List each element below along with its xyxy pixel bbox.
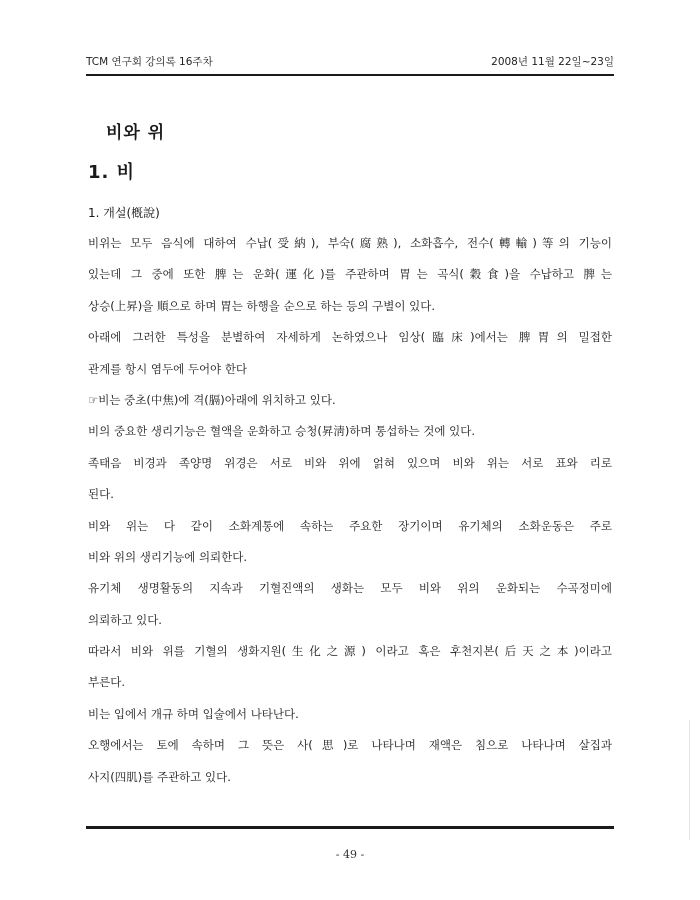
scan-edge-artifact	[689, 720, 690, 840]
text-line: 비위는 모두 음식에 대하여 수납(受納), 부숙(腐熟), 소화흡수, 전수(轉輸)等의 기능이	[88, 236, 612, 250]
document-title: 비와 위	[106, 123, 166, 143]
text-line: 비는 입에서 개규 하며 입술에서 나타난다.	[88, 706, 299, 721]
text-line: 족태음 비경과 족양명 위경은 서로 비와 위에 얽혀 있으며 비와 위는 서로 표와 리로	[88, 455, 612, 470]
text-line: 비와 위의 생리기능에 의뢰한다.	[88, 549, 248, 564]
text-line: 따라서 비와 위를 기혈의 생화지원(生化之源) 이라고 혹은 후천지본(后天之本)이라고	[88, 644, 612, 659]
text-line: 된다.	[88, 487, 114, 502]
subsection-heading: 1. 개설(槪說)	[88, 206, 160, 220]
text-line: 사지(四肌)를 주관하고 있다.	[88, 769, 231, 784]
text-line: 관계를 항시 염두에 두어야 한다	[88, 361, 248, 376]
header-course-title: TCM 연구회 강의록 16주차	[86, 56, 213, 68]
text-line: 오행에서는 토에 속하며 그 뜻은 사(思)로 나타나며 재액은 침으로 나타나며 살집과	[88, 738, 612, 753]
header-date: 2008년 11월 22일~23일	[491, 56, 614, 68]
text-line: 의뢰하고 있다.	[88, 612, 162, 627]
section-heading: 1. 비	[88, 162, 136, 183]
page-number: - 49 -	[335, 848, 365, 861]
text-line: 비와 위는 다 같이 소화계통에 속하는 주요한 장기이며 유기체의 소화운동은 주로	[88, 518, 612, 533]
text-line: 상승(上昇)을 順으로 하며 胃는 하행을 순으로 하는 등의 구별이 있다.	[88, 298, 436, 313]
page-header	[86, 54, 614, 69]
footer-divider	[86, 826, 614, 829]
text-line: 있는데 그 중에 또한 脾는 운화(運化)를 주관하며 胃는 곡식(穀食)을 수납하고 脾는	[88, 267, 612, 282]
text-line: 아래에 그러한 특성을 분별하여 자세하게 논하였으나 임상(臨床)에서는 脾胃의 밀접한	[88, 330, 612, 345]
text-line: ☞비는 중초(中焦)에 격(膈)아래에 위치하고 있다.	[88, 392, 336, 407]
text-line: 비의 중요한 생리기능은 혈액을 운화하고 승청(昇淸)하며 통섭하는 것에 있다.	[88, 424, 476, 439]
text-line: 유기체 생명활동의 지속과 기혈진액의 생화는 모두 비와 위의 운화되는 수곡정미에	[88, 581, 612, 596]
text-line: 부른다.	[88, 675, 125, 690]
header-divider	[86, 74, 614, 76]
body-text	[88, 234, 612, 799]
